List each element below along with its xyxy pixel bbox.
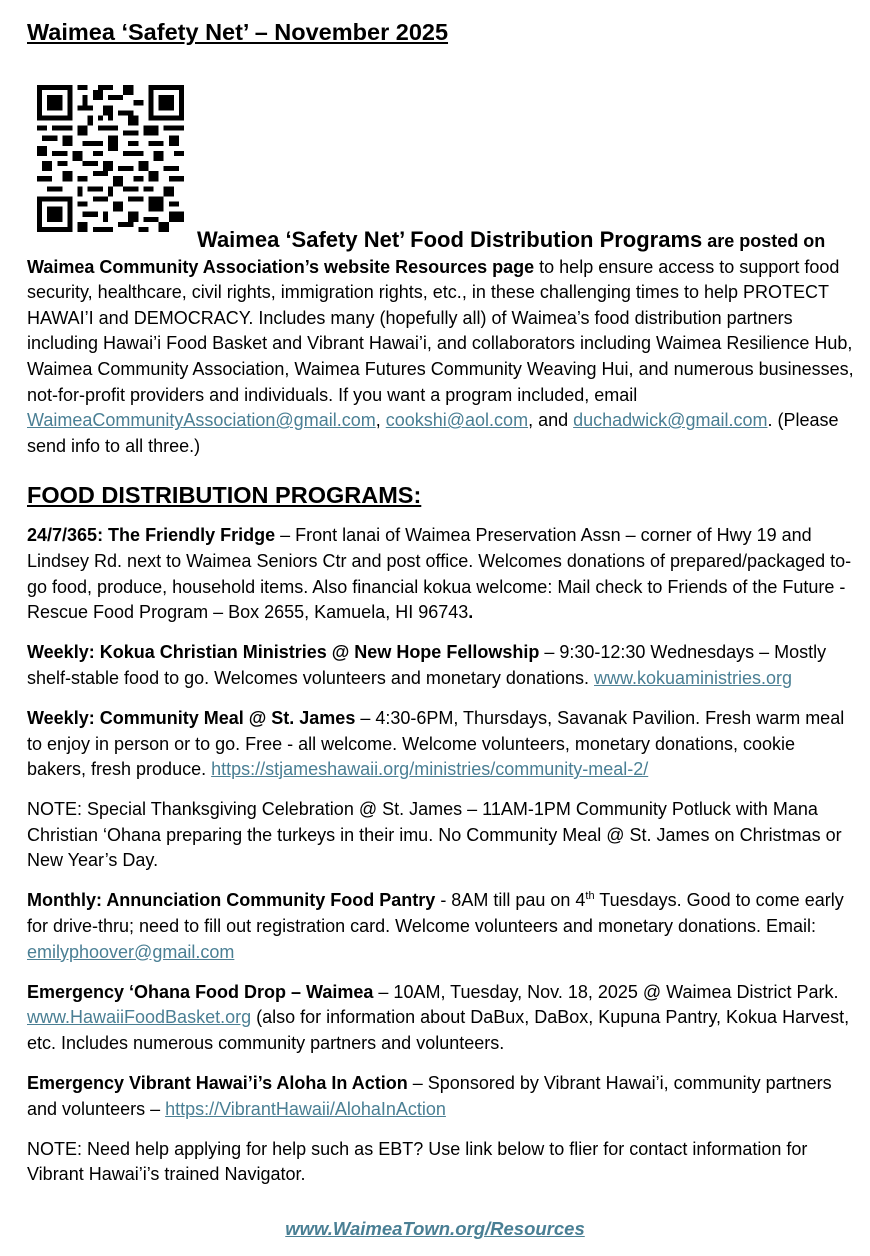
qr-section	[27, 85, 857, 227]
program-aloha-in-action	[27, 1071, 857, 1122]
program-title: Emergency Vibrant Hawai’i’s Aloha In Action	[27, 1073, 408, 1094]
intro-separator-1: ,	[375, 410, 386, 431]
program-end-mark: .	[468, 602, 474, 623]
email-link-duchadwick[interactable]: duchadwick@gmail.com	[573, 410, 768, 431]
program-details: – Sponsored by Vibrant Hawai’i, community partners and volunteers –	[27, 1073, 832, 1119]
ordinal-suffix: th	[585, 890, 595, 903]
email-link-cookshi[interactable]: cookshi@aol.com	[385, 410, 529, 431]
program-kokua-ministries	[27, 640, 857, 691]
program-title: Weekly: Community Meal @ St. James	[27, 707, 356, 728]
intro-paragraph	[27, 227, 857, 459]
program-details: – 9:30-12:30 Wednesdays – Mostly shelf-stable food to go. Welcomes volunteers and monetary donations.	[27, 642, 827, 688]
kokua-website-link[interactable]: www.kokuaministries.org	[594, 667, 793, 688]
intro-heading: Waimea ‘Safety Net’ Food Distribution Programs	[197, 227, 703, 252]
program-food-pantry	[27, 888, 857, 965]
section-title: FOOD DISTRIBUTION PROGRAMS:	[27, 482, 422, 509]
program-details: – 10AM, Tuesday, Nov. 18, 2025 @ Waimea District Park.	[373, 981, 839, 1002]
document-page	[27, 16, 857, 1202]
program-title: Weekly: Kokua Christian Ministries @ New Hope Fellowship	[27, 642, 540, 663]
intro-bold-text: are posted on Waimea Community Association’s website Resources page	[27, 231, 826, 277]
program-details-a: - 8AM till pau on 4	[435, 890, 586, 911]
pantry-email-link[interactable]: emilyphoover@gmail.com	[27, 941, 235, 962]
program-community-meal	[27, 706, 857, 783]
program-details: – Front lanai of Waimea Preservation Assn – corner of Hwy 19 and Lindsey Rd. next to Waimea Seniors Ctr and post office. Welcomes donations of prepared/packaged to-go food, produce, household items. Also financial kokua welcome: Mail check to Friends of the Future - Rescue Food Program – Box 2655, Kamuela, HI 96743	[27, 525, 852, 623]
ebt-help-note: NOTE: Need help applying for help such as EBT? Use link below to flier for contact information for Vibrant Hawai’i’s trained Navigator.	[27, 1138, 808, 1185]
program-title: Monthly: Annunciation Community Food Pantry	[27, 890, 436, 911]
resources-page-link[interactable]: www.WaimeaTown.org/Resources	[285, 1218, 585, 1239]
program-details: – 4:30-6PM, Thursdays, Savanak Pavilion. Fresh warm meal to enjoy in person or to go. Free - all welcome. Welcome volunteers, monetary donations, cookie bakers, fresh produce.	[27, 707, 845, 780]
thanksgiving-note: NOTE: Special Thanksgiving Celebration @ St. James – 11AM-1PM Community Potluck with Mana Christian ‘Ohana preparing the turkeys in their imu. No Community Meal @ St. James on Christmas or New Year’s Day.	[27, 799, 842, 871]
program-details-tail: (also for information about DaBux, DaBox, Kupuna Pantry, Kokua Harvest, etc. Includes numerous community partners and volunteers.	[27, 1007, 850, 1053]
program-title: 24/7/365: The Friendly Fridge	[27, 525, 276, 546]
vibrant-hawaii-link[interactable]: https://VibrantHawaii/AlohaInAction	[165, 1098, 446, 1119]
intro-separator-2: , and	[528, 410, 574, 431]
stjames-website-link[interactable]: https://stjameshawaii.org/ministries/community-meal-2/	[211, 759, 649, 780]
email-link-wca[interactable]: WaimeaCommunityAssociation@gmail.com	[27, 410, 376, 431]
program-friendly-fridge	[27, 523, 857, 625]
intro-body-text: to help ensure access to support food security, healthcare, civil rights, immigration rights, etc., in these challenging times to help PROTECT HAWAI’I and DEMOCRACY. Includes many (hopefully all) of Waimea’s food distribution partners including Hawai’i Food Basket and Vibrant Hawai’i, and collaborators including Waimea Resilience Hub, Waimea Community Association, Waimea Futures Community Weaving Hui, and numerous businesses, not-for-profit providers and individuals. If you want a program included, email	[27, 256, 854, 405]
program-title: Emergency ‘Ohana Food Drop – Waimea	[27, 981, 374, 1002]
program-ohana-food-drop	[27, 980, 857, 1057]
qr-code-icon	[37, 85, 184, 232]
program-details-b: Tuesdays. Good to come early for drive-thru; need to fill out registration card. Welcome volunteers and monetary donations. Email:	[27, 890, 844, 937]
intro-tail-text: . (Please send info to all three.)	[27, 410, 839, 456]
footer	[0, 1216, 870, 1242]
food-basket-link[interactable]: www.HawaiiFoodBasket.org	[27, 1007, 252, 1028]
document-title: Waimea ‘Safety Net’ – November 2025	[27, 19, 449, 45]
